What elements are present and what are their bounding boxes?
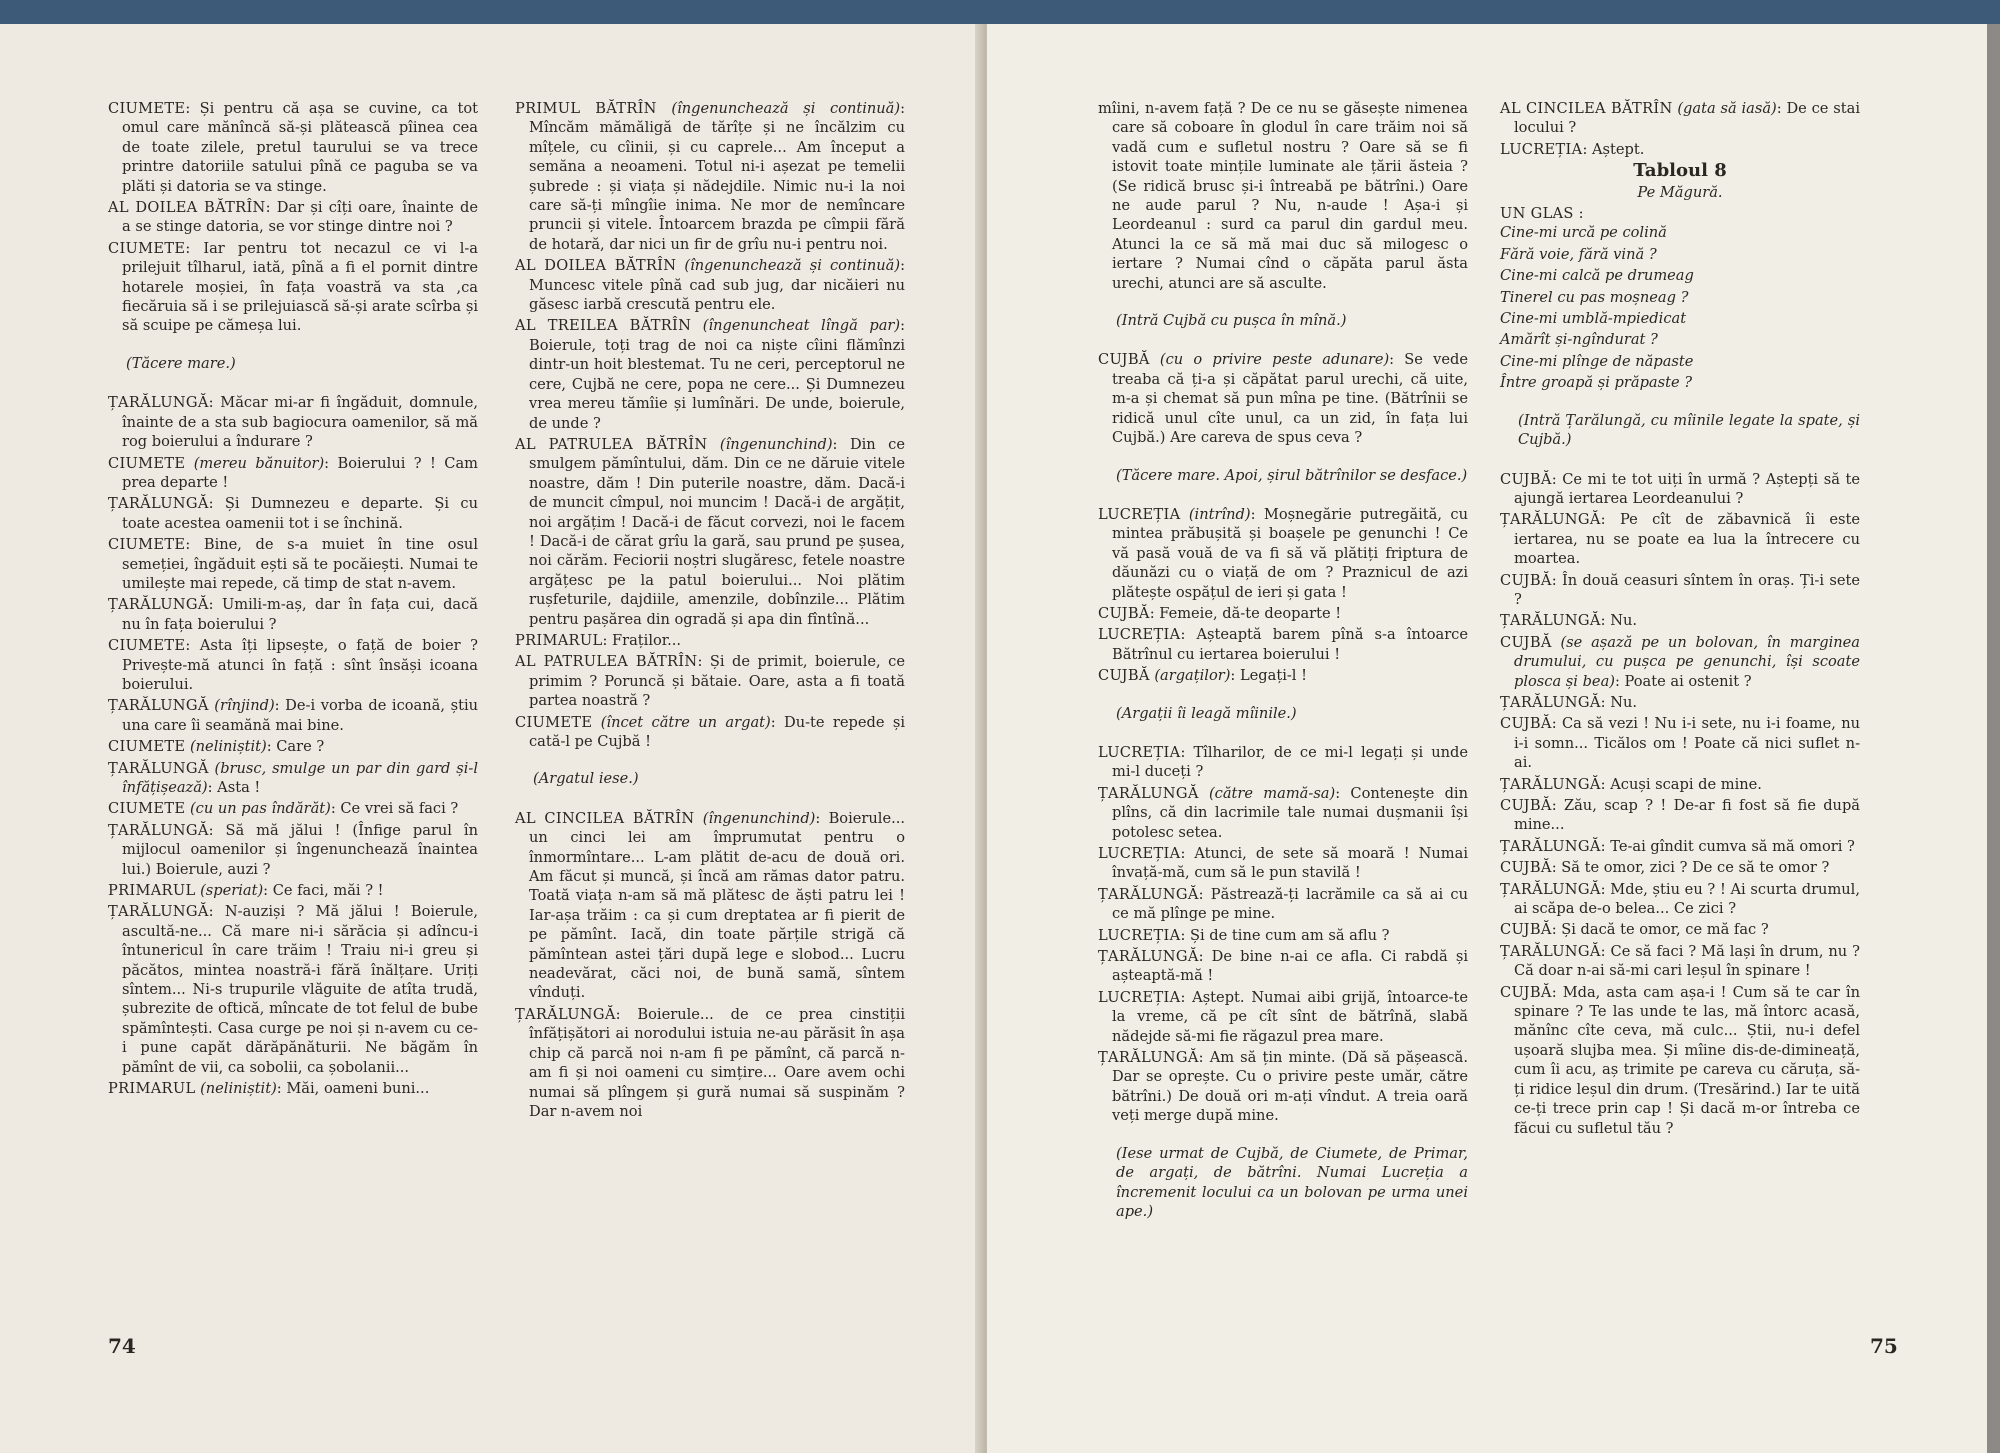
dialogue-line (108, 535, 478, 593)
speaker-name: AL CINCILEA BĂTRÎN (515, 809, 695, 827)
dialogue-text: : Tîlharilor, de ce mi-l legați și unde mi-l duceți ? (1112, 743, 1468, 781)
dialogue-text: : Ca să vezi ! Nu i-i sete, nu i-i foame, nu i-i somn... Ticălos om ! Poate că nici suflet n-ai. (1514, 715, 1860, 772)
stage-note: (rînjind) (214, 697, 275, 715)
speaker-name: ȚARĂLUNGĂ (108, 821, 209, 839)
stage-note: (îngenunchează și continuă) (671, 100, 901, 117)
dialogue-line (108, 636, 478, 694)
speaker-name: CUJBĂ (1500, 715, 1552, 733)
dialogue-text: : Și dacă te omor, ce mă fac ? (1551, 921, 1769, 939)
stage-note: (cu un pas îndărăt) (189, 800, 331, 818)
dialogue-text: : Mîncăm mămăligă de tărîțe și ne încălzim cu mîțele, cu cîinii, și cu caprele... Am început a semăna a neoameni. Totul ni-i așezat pe temelii șubrede : și viața și nădejdile. Nimic nu-i la noi care să-ți mîngîie inima. Ne mor de nemîncare pruncii și vitele. Întoarcem brazda pe cîmpii fără de hotară, dar nici un fir de grîu nu-i pentru noi. (529, 100, 905, 253)
dialogue-text: : Du-te repede și cată-l pe Cujbă ! (529, 713, 906, 750)
dialogue-text: : Zău, scap ? ! De-ar fi fost să fie după mine... (1514, 797, 1860, 834)
dialogue-text: : Asta ! (207, 779, 261, 796)
speaker-name: AL DOILEA BĂTRÎN (108, 199, 266, 217)
dialogue-line (1500, 99, 1860, 138)
speaker-name: ȚARĂLUNGĂ (1098, 1049, 1199, 1067)
dialogue-text: : Atunci, de sete să moară ! Numai învață-mă, cum să le pun stavilă ! (1112, 845, 1468, 882)
speaker-name: CIUMETE (108, 536, 186, 554)
verse-line: Amărît și-ngîndurat ? (1500, 331, 1658, 349)
dialogue-text: : De bine n-ai ce afla. Ci rabdă și așteaptă-mă ! (1112, 948, 1468, 985)
dialogue-line (515, 316, 905, 432)
dialogue-line (108, 759, 478, 798)
speaker-name: PRIMARUL (108, 882, 196, 900)
verse-line: Cine-mi calcă pe drumeag (1500, 267, 1694, 285)
speaker-name: ȚARĂLUNGĂ (1500, 511, 1601, 529)
dialogue-text: : Ce mi te tot uiți în urmă ? Aștepți să te ajungă iertarea Leordeanului ? (1514, 470, 1860, 507)
speaker-name: ȚARĂLUNGĂ (108, 697, 209, 715)
stage-direction (1098, 466, 1468, 485)
dialogue-text: : Ce vrei să faci ? (330, 800, 459, 818)
dialogue-line (1500, 470, 1860, 509)
speaker-name: PRIMARUL (515, 631, 603, 649)
speaker-name: CUJBĂ (1500, 983, 1552, 1001)
dialogue-line (108, 902, 478, 1077)
speaker-name: LUCREȚIA (1098, 505, 1181, 523)
dialogue-line (515, 713, 905, 752)
speaker-name: ȚARĂLUNGĂ (1098, 885, 1199, 903)
speaker-name: ȚARĂLUNGĂ (1098, 784, 1199, 802)
dialogue-line (108, 1079, 478, 1098)
dialogue-text: : Și de primit, boierule, ce primim ? Poruncă și bătaie. Oare, asta a fi toată partea noastră ? (529, 653, 905, 710)
stage-direction (1098, 704, 1468, 723)
dialogue-text: : Și pentru că așa se cuvine, ca tot omul care mănîncă să-și plătească pîinea cea de toate zilele, pretul taurului se va trece printre datoriile satului pînă ce paguba se va plăti și datoria se va stinge. (122, 100, 478, 195)
dialogue-line (1098, 885, 1468, 924)
stage-note: (îngenunchind) (702, 809, 816, 827)
dialogue-line (108, 737, 478, 756)
stage-note: (încet către un argat) (600, 713, 771, 731)
verse-line: Cine-mi urcă pe colină (1500, 224, 1667, 242)
dialogue-text: : Ce să faci ? Mă lași în drum, nu ? Că doar n-ai să-mi cari leșul în spinare ! (1514, 942, 1860, 980)
book-edge (1987, 24, 2000, 1453)
speaker-name: ȚARĂLUNGĂ (1500, 775, 1601, 793)
speaker-name: ȚARĂLUNGĂ (1500, 612, 1601, 630)
dialogue-text: : N-auziși ? Mă jălui ! Boierule, ascultă-ne... Că mare ni-i sărăcia și adîncu-i întunericul în care trăim ! Traiu ni-i greu și păcătos, mintea noastră-i fără înălțare. Uriți sîntem... Ni-s trupurile vlăguite de atîta trudă, șubrezite de oftică, mîncate de tot felul de bube spămîntești. Casa curge pe noi și n-avem cu ce-i pune capăt dărăpănăturii. Ne băgăm în pămînt de vii, ca sobolii, ca șobolanii... (122, 903, 478, 1076)
dialogue-line (515, 256, 905, 314)
dialogue-line (515, 1005, 905, 1121)
verse-line: Cine-mi plînge de năpaste (1500, 352, 1694, 370)
speaker-name: ȚARĂLUNGĂ (1500, 942, 1601, 960)
stage-direction-text: (Tăcere mare. Apoi, șirul bătrînilor se desface.) (1116, 466, 1468, 484)
speaker-name: ȚARĂLUNGĂ (108, 903, 209, 921)
dialogue-line (1500, 942, 1860, 981)
speaker-name: CUJBĂ (1098, 351, 1150, 369)
dialogue-text: : Iar pentru tot necazul ce vi l-a prilejuit tîlharul, iată, pînă a fi el pornit dintre hotarele moșiei, în fața voastră va sta ,ca fiecăruia să i se prilejuiască să-și arate scîrba și să scuipe pe cămeșa lui. (122, 239, 478, 335)
dialogue-line (108, 393, 478, 451)
dialogue-line (108, 494, 478, 533)
dialogue-line (108, 239, 478, 336)
stage-direction (108, 354, 478, 373)
dialogue-line (1098, 844, 1468, 883)
speaker-name: ȚARĂLUNGĂ (108, 759, 209, 777)
dialogue-line (1098, 625, 1468, 664)
dialogue-text: : Ce faci, măi ? ! (263, 882, 384, 900)
dialogue-text: : Să mă jălui ! (Înfige parul în mijlocul oamenilor și îngenunchează înaintea lui.) Boierule, auzi ? (122, 821, 478, 878)
dialogue-line (1098, 988, 1468, 1046)
tableau-place: Pe Măgură. (1637, 183, 1723, 201)
speaker-name: CUJBĂ (1500, 571, 1552, 589)
dialogue-line (1500, 571, 1860, 610)
dialogue-text: : Moșnegărie putregăită, cu mintea prăbușită și boașele pe genunchi ! Ce vă pasă vouă de va fi să vă plătiți friptura de dăunăzi cu o viață de om ? Praznicul de azi plătește ospățul de ieri și gata ! (1112, 505, 1468, 601)
speaker-name: ȚARĂLUNGĂ (1500, 837, 1601, 855)
dialogue-line (1098, 784, 1468, 842)
dialogue-text: mîini, n-avem față ? De ce nu se găsește nimenea care să coboare în glodul în care trăim noi să vadă cum e sufletul nostru ? Oare să se fi istovit toate mințile luminate ale țării ăsteia ? (Se ridică brusc și-i întreabă pe bătrîni.) Oare ne aude parul ? Nu, n-aude ! Așa-i și Leordeanul : surd ca parul din gardul meu. Atunci la ce să mă mai duc să milogesc o iertare ? Numai cînd o căpăta parul ăsta urechi, atunci are să asculte. (1098, 100, 1468, 292)
speaker-name: CIUMETE (108, 100, 186, 117)
stage-direction (1098, 1144, 1468, 1222)
dialogue-line (1098, 666, 1468, 685)
stage-note: (intrînd) (1188, 505, 1251, 523)
page-number-right: 75 (1870, 1334, 1898, 1358)
dialogue-text: : Asta îți lipsește, o față de boier ? Privește-mă atunci în față : sînt însăși icoana boierului. (122, 637, 478, 693)
dialogue-line (1500, 920, 1860, 939)
verse-line: Cine-mi umblă-mpiedicat (1500, 310, 1687, 328)
song-speaker: UN GLAS : (1500, 205, 1584, 223)
stage-direction-text: (Argații îi leagă mîinile.) (1116, 704, 1297, 722)
dialogue-text: : Muncesc vitele pînă cad sub jug, dar nicăieri nu găsesc iarbă crescută pentru ele. (529, 257, 905, 314)
speaker-name: AL CINCILEA BĂTRÎN (1500, 100, 1673, 117)
dialogue-text: : Aștept. (1582, 140, 1645, 158)
speaker-name: ȚARĂLUNGĂ (108, 495, 209, 513)
dialogue-line (108, 799, 478, 818)
stage-note: (îngenunchează și continuă) (684, 257, 901, 275)
speaker-name: ȚARĂLUNGĂ (108, 596, 209, 614)
dialogue-line (108, 198, 478, 237)
speaker-name: CUJBĂ (1500, 470, 1552, 488)
right-column-2 (1500, 99, 1860, 1140)
page-number-left: 74 (108, 1334, 136, 1358)
dialogue-text: : Nu. (1600, 693, 1638, 711)
dialogue-line (1098, 505, 1468, 602)
stage-note: (neliniștit) (200, 1080, 277, 1098)
speaker-name: LUCREȚIA (1098, 743, 1181, 761)
dialogue-text: : Să te omor, zici ? De ce să te omor ? (1551, 859, 1830, 877)
dialogue-text: : Din ce smulgem pămîntului, dăm. Din ce ne dăruie vitele noastre, dăm ! Din puterile noastre, dăm. Dacă-i de muncit cîmpul, noi muncim ! Dacă-i de argățit, noi argățim ! Dacă-i de făcut corvezi, noi le facem ! Dacă-i de cărat grîu la gară, sau prund pe șusea, noi cărăm. Feciorii noștri slugăresc, fetele noastre argățesc pe la patul boierului... Noi plătim rușfeturile, dajdiile, amenzile, dobînzile... Plătim pentru pașărea din ogradă și apa din fîntînă... (529, 435, 905, 628)
speaker-name: CIUMETE (108, 738, 186, 756)
scene-dialogue-block (1500, 411, 1860, 1138)
dialogue-line (1098, 743, 1468, 782)
stage-direction (1500, 411, 1860, 450)
dialogue-line (1098, 604, 1468, 623)
right-page (987, 24, 1987, 1453)
speaker-name: CUJBĂ (1500, 797, 1552, 814)
dialogue-text: : Boierule... de ce prea cinstiții înfățișători ai norodului istuia ne-au părăsit în așa chip că parcă noi n-am fi pe pămînt, că parcă n-am fi și noi oameni cu simțire... Oare avem ochi numai să plîngem și gură numai să suspinăm ? Dar n-avem noi (529, 1005, 905, 1120)
dialogue-text: : De ce stai locului ? (1514, 100, 1860, 137)
stage-direction-text: (Intră Cujbă cu pușca în mînă.) (1116, 312, 1347, 330)
speaker-name: CIUMETE (108, 454, 186, 472)
speaker-name: ȚARĂLUNGĂ (108, 394, 209, 412)
stage-note: (mereu bănuitor) (193, 454, 325, 472)
dialogue-line (108, 696, 478, 735)
stage-note: (argaților) (1154, 667, 1231, 685)
speaker-name: ȚARĂLUNGĂ (515, 1005, 616, 1023)
dialogue-text: : Fraților... (602, 631, 682, 649)
dialogue-line (1500, 140, 1860, 159)
speaker-name: LUCREȚIA (1098, 626, 1181, 644)
speaker-name: CIUMETE (515, 713, 593, 731)
dialogue-text: : Bine, de s-a muiet în tine osul semeției, îngăduit ești să te pocăiești. Numai te umilește mai repede, că timp de stat n-avem. (122, 536, 478, 592)
dialogue-line (1098, 926, 1468, 945)
dialogue-line (1500, 880, 1860, 919)
speaker-name: LUCREȚIA (1500, 140, 1583, 158)
speaker-name: ȚARĂLUNGĂ (1500, 693, 1601, 711)
dialogue-text: : Și de tine cum am să aflu ? (1180, 926, 1390, 944)
dialogue-line (1500, 837, 1860, 856)
stage-direction-text: (Intră Țarălungă, cu mîinile legate la spate, și Cujbă.) (1518, 411, 1860, 449)
dialogue-line (108, 881, 478, 900)
dialogue-line (515, 99, 905, 254)
left-page (0, 24, 987, 1453)
dialogue-text: : Pe cît de zăbavnică îi este iertarea, nu se poate ea lua la întrecere cu moartea. (1514, 511, 1860, 568)
dialogue-line (108, 821, 478, 879)
right-column-1 (1098, 99, 1468, 1241)
dialogue-line (515, 631, 905, 650)
dialogue-line (1500, 983, 1860, 1138)
speaker-name: ȚARĂLUNGĂ (1098, 948, 1199, 966)
dialogue-line (108, 99, 478, 196)
dialogue-line (1098, 99, 1468, 293)
dialogue-text: : Te-ai gîndit cumva să mă omori ? (1600, 837, 1855, 855)
dialogue-line (515, 652, 905, 710)
left-column-1 (108, 99, 478, 1101)
dialogue-line (1098, 947, 1468, 986)
dialogue-text: : Nu. (1600, 612, 1638, 630)
dialogue-text: : Păstrează-ți lacrămile ca să ai cu ce mă plînge pe mine. (1112, 885, 1468, 923)
dialogue-text: : De-i vorba de icoană, știu una care îi seamănă mai bine. (122, 697, 479, 734)
speaker-name: LUCREȚIA (1098, 845, 1181, 862)
speaker-name: AL TREILEA BĂTRÎN (515, 317, 692, 335)
dialogue-line (1500, 633, 1860, 691)
dialogue-line (1500, 775, 1860, 794)
dialogue-text: : Boierule... un cinci lei am împrumutat pentru o înmormîntare... L-am plătit de-acu de două ori. Am făcut și muncă, și încă am rămas dator patru. Toată viața n-am să mă plătesc de ăști patru lei ! Iar-așa trăim : ca și cum dreptatea ar fi pierit de pe pămînt. Iacă, din toate părțile strigă că pămîntean astei țări după lege e slobod... Lucru neadevărat, căci noi, de bună samă, sîntem vînduți. (529, 809, 905, 1002)
verse-line: Tinerel cu pas moșneag ? (1500, 288, 1689, 306)
dialogue-line (1098, 1048, 1468, 1126)
scene-end-block (1500, 99, 1860, 159)
dialogue-text: : Boierului ? ! Cam prea departe ! (122, 454, 478, 491)
speaker-name: CUJBĂ (1098, 604, 1150, 622)
stage-note: (brusc, smulge un par din gard și-l înfățișează) (122, 759, 478, 796)
dialogue-text: : Măcar mi-ar fi îngăduit, domnule, înainte de a sta sub bagiocura oamenilor, să mă rog boierului a îndurare ? (122, 394, 478, 451)
dialogue-text: : Contenește din plîns, că din lacrimile tale numai dușmanii își potolesc setea. (1112, 784, 1468, 841)
speaker-name: AL DOILEA BĂTRÎN (515, 257, 677, 275)
stage-note: (speriat) (200, 882, 264, 900)
speaker-name: CUJBĂ (1098, 667, 1150, 685)
stage-direction (1098, 311, 1468, 330)
dialogue-text: : Poate ai ostenit ? (1614, 672, 1752, 690)
speaker-name: PRIMUL BĂTRÎN (515, 100, 657, 117)
dialogue-text: : Acuși scapi de mine. (1600, 775, 1762, 793)
dialogue-line (1500, 693, 1860, 712)
dialogue-line (108, 595, 478, 634)
dialogue-line (1500, 510, 1860, 568)
tableau-title: Tabloul 8 (1633, 160, 1727, 182)
dialogue-line (1098, 350, 1468, 447)
dialogue-text: : Care ? (266, 738, 325, 756)
dialogue-text: : Dar și cîți oare, înainte de a se stinge datoria, se vor stinge dintre noi ? (122, 199, 478, 236)
verse-line: Între groapă și prăpaste ? (1500, 374, 1693, 392)
speaker-name: CUJBĂ (1500, 633, 1552, 651)
stage-note: (se așază pe un bolovan, în marginea drumului, cu pușca pe genunchi, își scoate plosca și bea) (1514, 633, 1860, 690)
speaker-name: LUCREȚIA (1098, 988, 1181, 1006)
speaker-name: CIUMETE (108, 239, 186, 257)
dialogue-line (1500, 714, 1860, 772)
stage-note: (gata să iasă) (1677, 100, 1777, 117)
book-spread (0, 24, 2000, 1453)
dialogue-text: : Se vede treaba că ți-a și căpătat parul urechi, că uite, m-a și chemat să pun mîna pe tine. (Bătrînii se ridică unul cîte unul, ca un zid, în fața lui Cujbă.) Are careva de spus ceva ? (1112, 351, 1468, 447)
dialogue-text: : Aștept. Numai aibi grijă, întoarce-te la vreme, că pe cît sînt de bătrînă, slabă nădejde să-mi fie răgazul prea mare. (1112, 988, 1468, 1045)
speaker-name: CUJBĂ (1500, 921, 1552, 939)
speaker-name: CIUMETE (108, 637, 186, 655)
dialogue-text: : Măi, oameni buni... (276, 1080, 430, 1098)
dialogue-line (515, 435, 905, 629)
dialogue-line (1500, 611, 1860, 630)
dialogue-text: : În două ceasuri sîntem în oraș. Ți-i sete ? (1514, 571, 1860, 608)
dialogue-line (515, 809, 905, 1003)
dialogue-text: : Și Dumnezeu e departe. Și cu toate acestea oamenii tot i se închină. (122, 495, 478, 532)
left-column-2 (515, 99, 905, 1123)
speaker-name: CUJBĂ (1500, 859, 1552, 877)
stage-note: (neliniștit) (189, 738, 267, 756)
speaker-name: AL PATRULEA BĂTRÎN (515, 435, 708, 453)
speaker-name: PRIMARUL (108, 1080, 196, 1098)
dialogue-text: : Mde, știu eu ? ! Ai scurta drumul, ai scăpa de-o belea... Ce zici ? (1514, 880, 1860, 918)
speaker-name: CIUMETE (108, 800, 186, 818)
stage-direction-text: (Argatul iese.) (533, 770, 639, 788)
speaker-name: AL PATRULEA BĂTRÎN (515, 653, 698, 671)
dialogue-line (108, 454, 478, 493)
dialogue-text: : Legați-l ! (1230, 667, 1307, 685)
stage-direction-text: (Tăcere mare.) (126, 354, 236, 372)
stage-note: (către mamă-sa) (1208, 784, 1336, 802)
dialogue-text: : Boierule, toți trag de noi ca niște cîini flămînzi dintr-un hoit blestemat. Tu ne ceri, perceptorul ne cere, Cujbă ne cere, popa ne cere... Și Dumnezeu vrea mereu tămîie și lumînări. De unde, boierule, de unde ? (529, 317, 906, 432)
stage-note: (îngenuncheat lîngă par) (702, 317, 901, 335)
dialogue-text: : Mda, asta cam așa-i ! Cum să te car în spinare ? Te las unde te las, mă întorc acasă, mănînc cîte ceva, mă culc... Știi, nu-i defel ușoară slujba mea. Și mîine dis-de-dimineață, cum îi acu, aș trimite pe careva cu căruța, să-ți ridice leșul din drum. (Tresărind.) Iar te uită ce-ți trece prin cap ! Și dacă m-or întreba ce făcui cu sufletul tău ? (1514, 983, 1860, 1137)
dialogue-text: : Am să țin minte. (Dă să pășească. Dar se oprește. Cu o privire peste umăr, către bătrîni.) De două ori m-ați vîndut. A treia oară veți merge după mine. (1112, 1049, 1468, 1125)
speaker-name: LUCREȚIA (1098, 926, 1181, 944)
stage-direction (515, 769, 905, 788)
dialogue-text: : Așteaptă barem pînă s-a întoarce Bătrînul cu iertarea boierului ! (1112, 626, 1468, 663)
speaker-name: ȚARĂLUNGĂ (1500, 880, 1601, 898)
verse-line: Fără voie, fără vină ? (1500, 245, 1657, 263)
dialogue-text: : Umili-m-aș, dar în fața cui, dacă nu în fața boierului ? (122, 596, 478, 633)
song-verse (1500, 223, 1860, 392)
dialogue-line (1500, 796, 1860, 835)
dialogue-text: : Femeie, dă-te deoparte ! (1149, 604, 1342, 622)
dialogue-line (1500, 858, 1860, 877)
stage-direction-text: (Iese urmat de Cujbă, de Ciumete, de Primar, de argați, de bătrîni. Numai Lucreția a încremenit locului ca un bolovan pe urma unei ape.) (1116, 1144, 1468, 1220)
stage-note: (îngenunchind) (719, 435, 833, 453)
stage-note: (cu o privire peste adunare) (1159, 351, 1390, 369)
